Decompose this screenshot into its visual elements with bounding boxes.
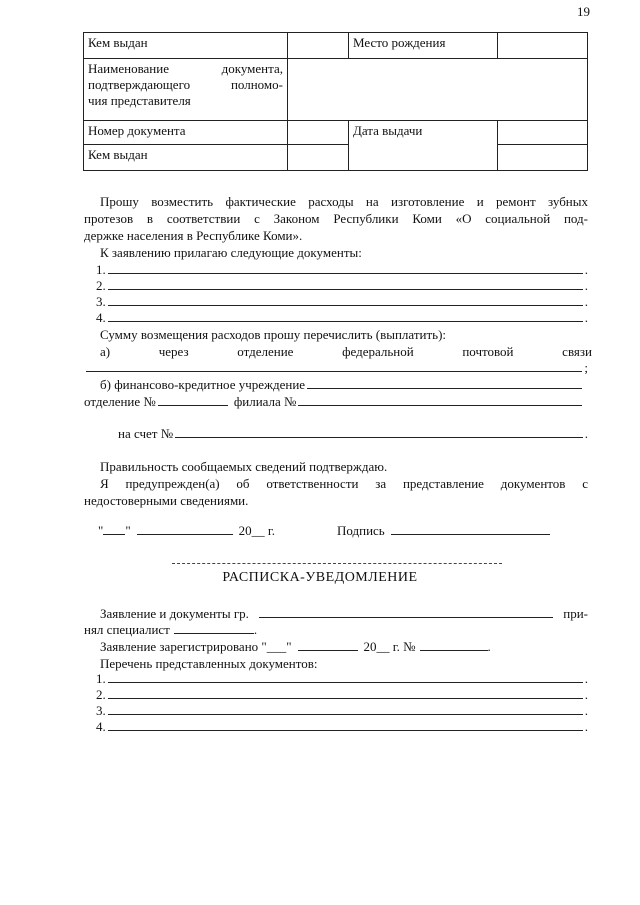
representative-doc-line-1: Наименование документа,: [88, 61, 283, 76]
attachment-line[interactable]: [108, 310, 583, 322]
payment-option-a: [100, 343, 592, 360]
branch-line[interactable]: [158, 394, 228, 406]
doc-number-value-cell[interactable]: [288, 121, 349, 145]
reg-number-line[interactable]: [420, 639, 488, 651]
option-b-label: б) финансово-кредитное учреждение: [100, 377, 306, 392]
specialist-end: .: [253, 622, 258, 637]
receipt-title: РАСПИСКА-УВЕДОМЛЕНИЕ: [222, 570, 418, 585]
receipt-item-line[interactable]: [108, 687, 583, 699]
account-label: на счет №: [118, 426, 174, 441]
confirm-line-2: Я предупрежден(а) об ответственности за представление документов с: [100, 476, 588, 491]
registration-year: 20__ г. №: [363, 639, 416, 654]
sign-label: Подпись: [337, 523, 385, 538]
citizen-name-line[interactable]: [259, 606, 553, 618]
birthplace-label-cell: [349, 33, 498, 59]
issued-by-value-cell[interactable]: [288, 33, 349, 59]
payment-option-b[interactable]: [100, 377, 584, 393]
option-a-word: а): [100, 344, 111, 359]
issue-date-value-cell[interactable]: [498, 121, 588, 145]
item-number: 2.: [96, 687, 106, 702]
birthplace-value-cell[interactable]: [498, 33, 588, 59]
doc-number-label: Номер документа: [88, 123, 186, 138]
receipt-item-1[interactable]: [96, 671, 588, 687]
specialist-line[interactable]: [174, 622, 254, 634]
quote-open: ": [98, 523, 104, 538]
request-line-2: протезов в соответствии с Законом Республики Коми «О социальной под-: [84, 211, 588, 226]
option-a-word: отделение: [237, 344, 294, 359]
issue-date-label-cell: [349, 121, 498, 171]
attachment-item-2[interactable]: [96, 278, 588, 294]
registration-row[interactable]: [100, 639, 491, 655]
item-end: .: [584, 719, 588, 734]
cut-line: [172, 563, 502, 564]
signature-row: [98, 523, 552, 539]
option-a-line[interactable]: [86, 360, 582, 372]
receipt-line1-label: Заявление и документы гр.: [100, 606, 249, 621]
account-row[interactable]: [118, 426, 588, 442]
item-number: 4.: [96, 719, 106, 734]
option-a-word: через: [158, 344, 189, 359]
item-number: 1.: [96, 671, 106, 686]
item-end: .: [584, 310, 588, 325]
issued-by-label: Кем выдан: [88, 35, 148, 50]
receipt-item-line[interactable]: [108, 719, 583, 731]
item-end: .: [584, 703, 588, 718]
registration-end: .: [487, 639, 491, 654]
month-line[interactable]: [137, 523, 233, 535]
applicant-documents-table: [83, 32, 588, 171]
representative-doc-line-2: подтверждающего полномо-: [88, 77, 283, 92]
attach-title: К заявлению прилагаю следующие документы:: [100, 245, 362, 260]
representative-document-label-cell: [84, 59, 288, 121]
request-line-1: Прошу возместить фактические расходы на изготовление и ремонт зубных: [100, 194, 588, 209]
specialist-label: нял специалист: [84, 622, 170, 637]
request-line-3: держке населения в Республике Коми».: [84, 228, 303, 243]
representative-doc-line-3: чия представителя: [88, 93, 191, 108]
attachment-line[interactable]: [108, 262, 583, 274]
item-end: .: [584, 294, 588, 309]
item-end: .: [584, 687, 588, 702]
attachment-line[interactable]: [108, 294, 583, 306]
receipt-item-line[interactable]: [108, 703, 583, 715]
confirm-line-3: недостоверными сведениями.: [84, 493, 249, 508]
option-a-end: ;: [584, 360, 588, 375]
branch-row[interactable]: [84, 394, 584, 410]
branch-label: отделение №: [84, 394, 156, 409]
page-number: 19: [577, 4, 590, 19]
signature-line[interactable]: [391, 523, 550, 535]
doc-number-label-cell: [84, 121, 288, 145]
receipt-item-3[interactable]: [96, 703, 588, 719]
year-label: 20__ г.: [238, 523, 275, 538]
account-end: .: [584, 426, 588, 441]
reg-month-line[interactable]: [298, 639, 358, 651]
item-end: .: [584, 278, 588, 293]
option-a-fill-row[interactable]: [84, 360, 588, 376]
issued-by-2-label-cell: [84, 145, 288, 171]
option-a-word: почтовой: [462, 344, 514, 359]
request-paragraph-cont: [84, 210, 588, 244]
attachment-line[interactable]: [108, 278, 583, 290]
issued-by-2-extra-cell[interactable]: [498, 145, 588, 171]
option-a-word: федеральной: [342, 344, 414, 359]
day-line[interactable]: [103, 523, 125, 535]
receipt-line1-end: при-: [563, 606, 588, 621]
account-line[interactable]: [175, 426, 583, 438]
birthplace-label: Место рождения: [353, 35, 446, 50]
issued-by-2-value-cell[interactable]: [288, 145, 349, 171]
issued-by-label-cell: [84, 33, 288, 59]
item-number: 3.: [96, 703, 106, 718]
item-number: 1.: [96, 262, 106, 277]
issued-by-2-label: Кем выдан: [88, 147, 148, 162]
item-number: 2.: [96, 278, 106, 293]
confirm-block: [100, 475, 588, 492]
option-b-line[interactable]: [307, 377, 582, 389]
item-number: 4.: [96, 310, 106, 325]
confirm-line-1: Правильность сообщаемых сведений подтверждаю.: [100, 459, 388, 474]
filial-line[interactable]: [298, 394, 582, 406]
quote-close: ": [125, 523, 131, 538]
item-end: .: [584, 671, 588, 686]
attachment-item-3[interactable]: [96, 294, 588, 310]
request-paragraph: [100, 193, 588, 210]
receipt-line-2[interactable]: [84, 622, 257, 638]
filial-label: филиала №: [233, 394, 297, 409]
item-number: 3.: [96, 294, 106, 309]
receipt-list-title: Перечень представленных документов:: [100, 656, 318, 671]
receipt-item-4[interactable]: [96, 719, 588, 735]
receipt-item-line[interactable]: [108, 671, 583, 683]
option-a-word: связи: [562, 344, 592, 359]
attachment-item-4[interactable]: [96, 310, 588, 326]
issue-date-label: Дата выдачи: [353, 123, 423, 138]
item-end: .: [584, 262, 588, 277]
receipt-item-2[interactable]: [96, 687, 588, 703]
registration-label: Заявление зарегистрировано "___": [100, 639, 292, 654]
representative-document-value-cell[interactable]: [288, 59, 588, 121]
receipt-line-1[interactable]: [100, 606, 588, 622]
attachment-item-1[interactable]: [96, 262, 588, 278]
payment-title: Сумму возмещения расходов прошу перечислить (выплатить):: [100, 327, 447, 342]
